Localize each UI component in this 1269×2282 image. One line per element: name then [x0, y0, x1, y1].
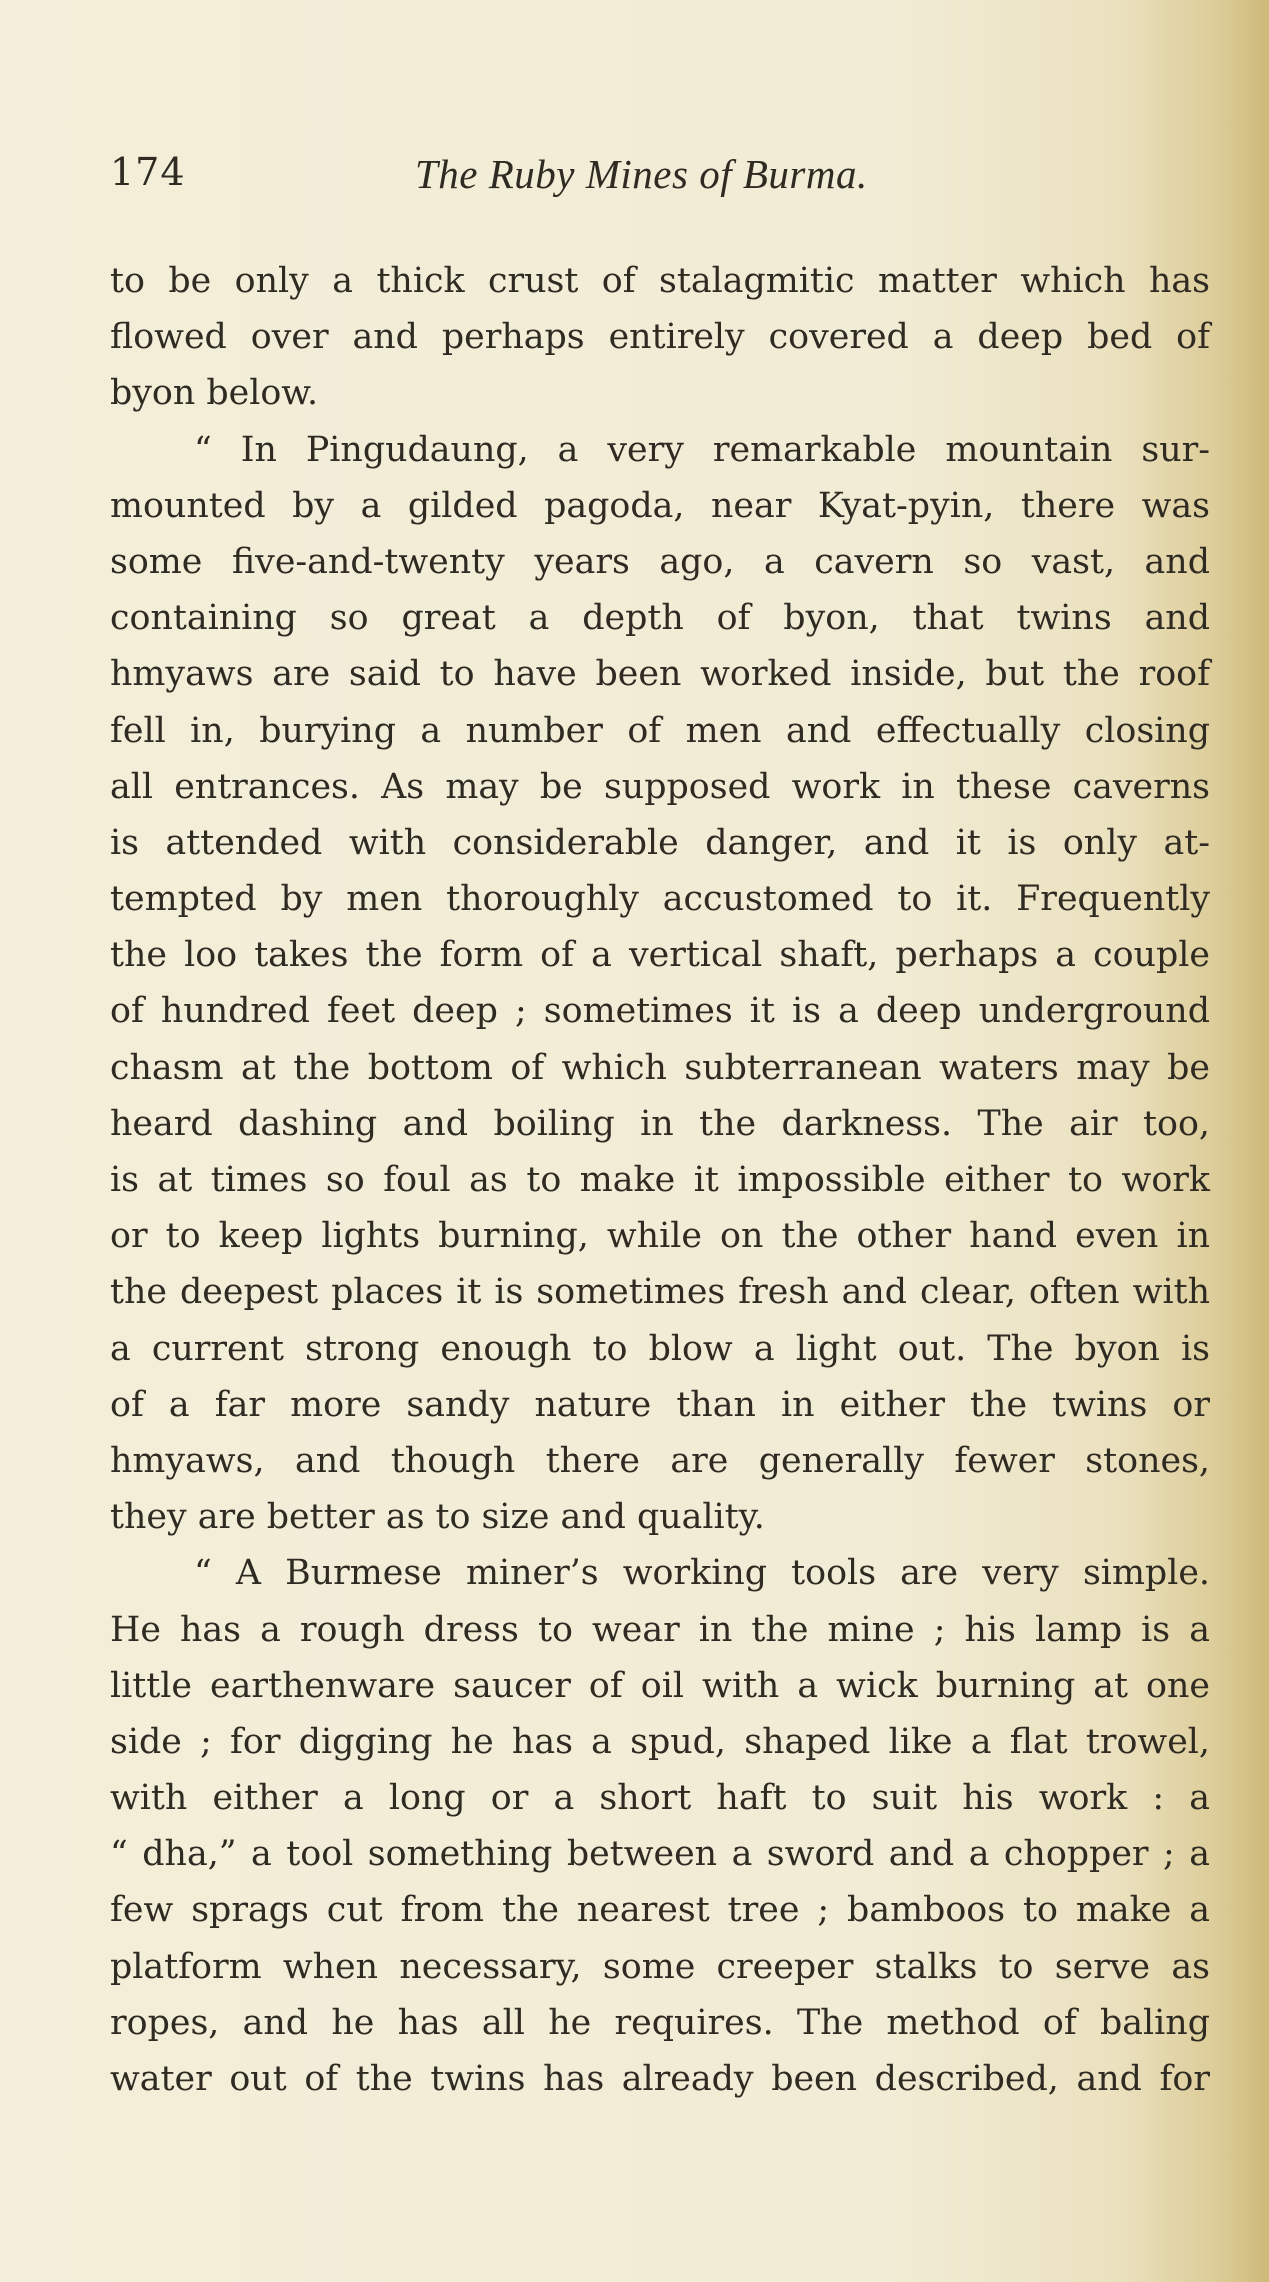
text-line: little earthenware saucer of oil with a wick burning at one	[110, 1665, 1210, 1706]
text-line: platform when necessary, some creeper stalks to serve as	[110, 1946, 1210, 1987]
text-line: is attended with considerable danger, and it is only at-	[110, 822, 1210, 863]
text-line: they are better as to size and quality.	[110, 1497, 765, 1538]
text-line: He has a rough dress to wear in the mine ; his lamp is a	[110, 1609, 1210, 1650]
paragraph-first-line: “ A Burmese miner’s working tools are very simple.	[194, 1553, 1210, 1594]
text-line: hmyaws are said to have been worked inside, but the roof	[110, 654, 1210, 695]
text-line: ropes, and he has all he requires. The method of baling	[110, 2002, 1210, 2043]
text-line: containing so great a depth of byon, that twins and	[110, 598, 1210, 639]
text-line: or to keep lights burning, while on the other hand even in	[110, 1216, 1210, 1257]
text-line: of hundred feet deep ; sometimes it is a deep underground	[110, 991, 1210, 1032]
page-number: 174	[110, 150, 186, 194]
page-header	[110, 150, 1210, 200]
text-line: flowed over and perhaps entirely covered a deep bed of	[110, 317, 1210, 358]
text-line: chasm at the bottom of which subterranean waters may be	[110, 1047, 1210, 1088]
body-text	[110, 253, 1210, 2107]
text-line: the deepest places it is sometimes fresh and clear, often with	[110, 1272, 1210, 1313]
text-line: tempted by men thoroughly accustomed to it. Frequently	[110, 879, 1210, 920]
text-line: a current strong enough to blow a light out. The byon is	[110, 1328, 1210, 1369]
text-line: fell in, burying a number of men and effectually closing	[110, 710, 1210, 751]
text-line: few sprags cut from the nearest tree ; bamboos to make a	[110, 1890, 1210, 1931]
text-line: water out of the twins has already been described, and for	[110, 2059, 1210, 2099]
text-line: to be only a thick crust of stalagmitic matter which has	[110, 261, 1210, 301]
paragraph-first-line: “ In Pingudaung, a very remarkable mountain sur-	[194, 429, 1210, 470]
text-line: side ; for digging he has a spud, shaped like a flat trowel,	[110, 1721, 1210, 1762]
text-line: with either a long or a short haft to suit his work : a	[110, 1778, 1210, 1819]
text-line: all entrances. As may be supposed work in these caverns	[110, 766, 1210, 807]
text-line: “ dha,” a tool something between a sword and a chopper ; a	[110, 1834, 1210, 1875]
text-line: byon below.	[110, 373, 319, 414]
text-line: is at times so foul as to make it impossible either to work	[110, 1160, 1210, 1200]
text-line: heard dashing and boiling in the darkness. The air too,	[110, 1103, 1210, 1144]
text-line: hmyaws, and though there are generally fewer stones,	[110, 1440, 1210, 1481]
text-line: mounted by a gilded pagoda, near Kyat-pyin, there was	[110, 485, 1210, 526]
running-title: The Ruby Mines of Burma.	[415, 151, 868, 197]
text-line: the loo takes the form of a vertical shaft, perhaps a couple	[110, 935, 1210, 976]
text-line: some five-and-twenty years ago, a cavern so vast, and	[110, 541, 1210, 582]
text-line: of a far more sandy nature than in either the twins or	[110, 1384, 1210, 1425]
